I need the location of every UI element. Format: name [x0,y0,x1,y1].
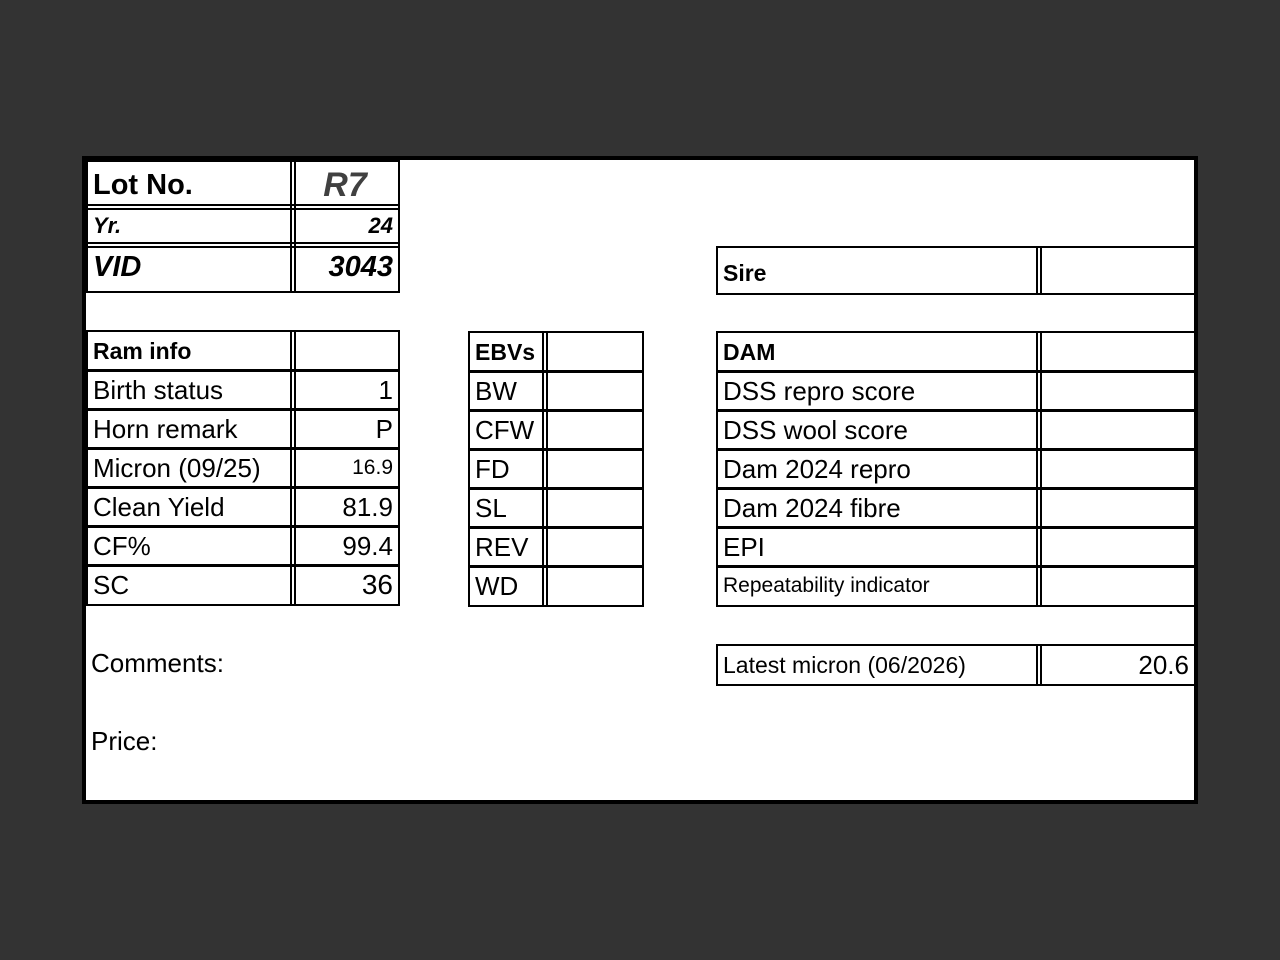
ram-info-title: Ram info [86,330,296,372]
ebvs-title: EBVs [468,331,548,373]
ram-info-value: 81.9 [290,486,400,528]
lot-number-label: Lot No. [86,160,296,210]
ebv-label: REV [468,526,548,568]
latest-micron-label: Latest micron (06/2026) [716,644,1042,686]
ebv-value [542,487,644,529]
ebv-value [542,409,644,451]
dam-label: DSS repro score [716,370,1042,412]
dam-value [1036,526,1196,568]
price-label: Price: [91,726,158,756]
ram-info-label: Micron (09/25) [86,447,296,489]
ram-info-label: Birth status [86,369,296,411]
dam-label: Dam 2024 fibre [716,487,1042,529]
latest-micron-value: 20.6 [1036,644,1196,686]
dam-value [1036,370,1196,412]
dam-title: DAM [716,331,1042,373]
ram-info-label: CF% [86,525,296,567]
dam-value [1036,448,1196,490]
ebv-value [542,370,644,412]
ebvs-title-value [542,331,644,373]
ebv-label: SL [468,487,548,529]
vid-label: VID [86,242,296,293]
year-label: Yr. [86,204,296,248]
sire-label: Sire [716,246,1042,295]
ram-info-value: 16.9 [290,447,400,489]
sire-value [1036,246,1196,295]
ebv-label: BW [468,370,548,412]
ram-info-label: Horn remark [86,408,296,450]
year-value: 24 [290,204,400,248]
ebv-value [542,448,644,490]
vid-value: 3043 [290,242,400,293]
ram-info-value: 99.4 [290,525,400,567]
ebv-label: WD [468,565,548,607]
dam-label: EPI [716,526,1042,568]
dam-title-value [1036,331,1196,373]
lot-sheet [82,156,1198,804]
dam-value [1036,565,1196,607]
ram-info-value: P [290,408,400,450]
dam-label: Dam 2024 repro [716,448,1042,490]
ram-info-title-value [290,330,400,372]
ram-info-label: Clean Yield [86,486,296,528]
ram-info-value: 1 [290,369,400,411]
lot-number-value: R7 [290,160,400,210]
ebv-value [542,565,644,607]
ebv-value [542,526,644,568]
dam-label: Repeatability indicator [716,565,1042,607]
dam-value [1036,487,1196,529]
comments-label: Comments: [91,648,224,678]
dam-value [1036,409,1196,451]
ram-info-value: 36 [290,564,400,606]
ebv-label: FD [468,448,548,490]
dam-label: DSS wool score [716,409,1042,451]
ebv-label: CFW [468,409,548,451]
ram-info-label: SC [86,564,296,606]
